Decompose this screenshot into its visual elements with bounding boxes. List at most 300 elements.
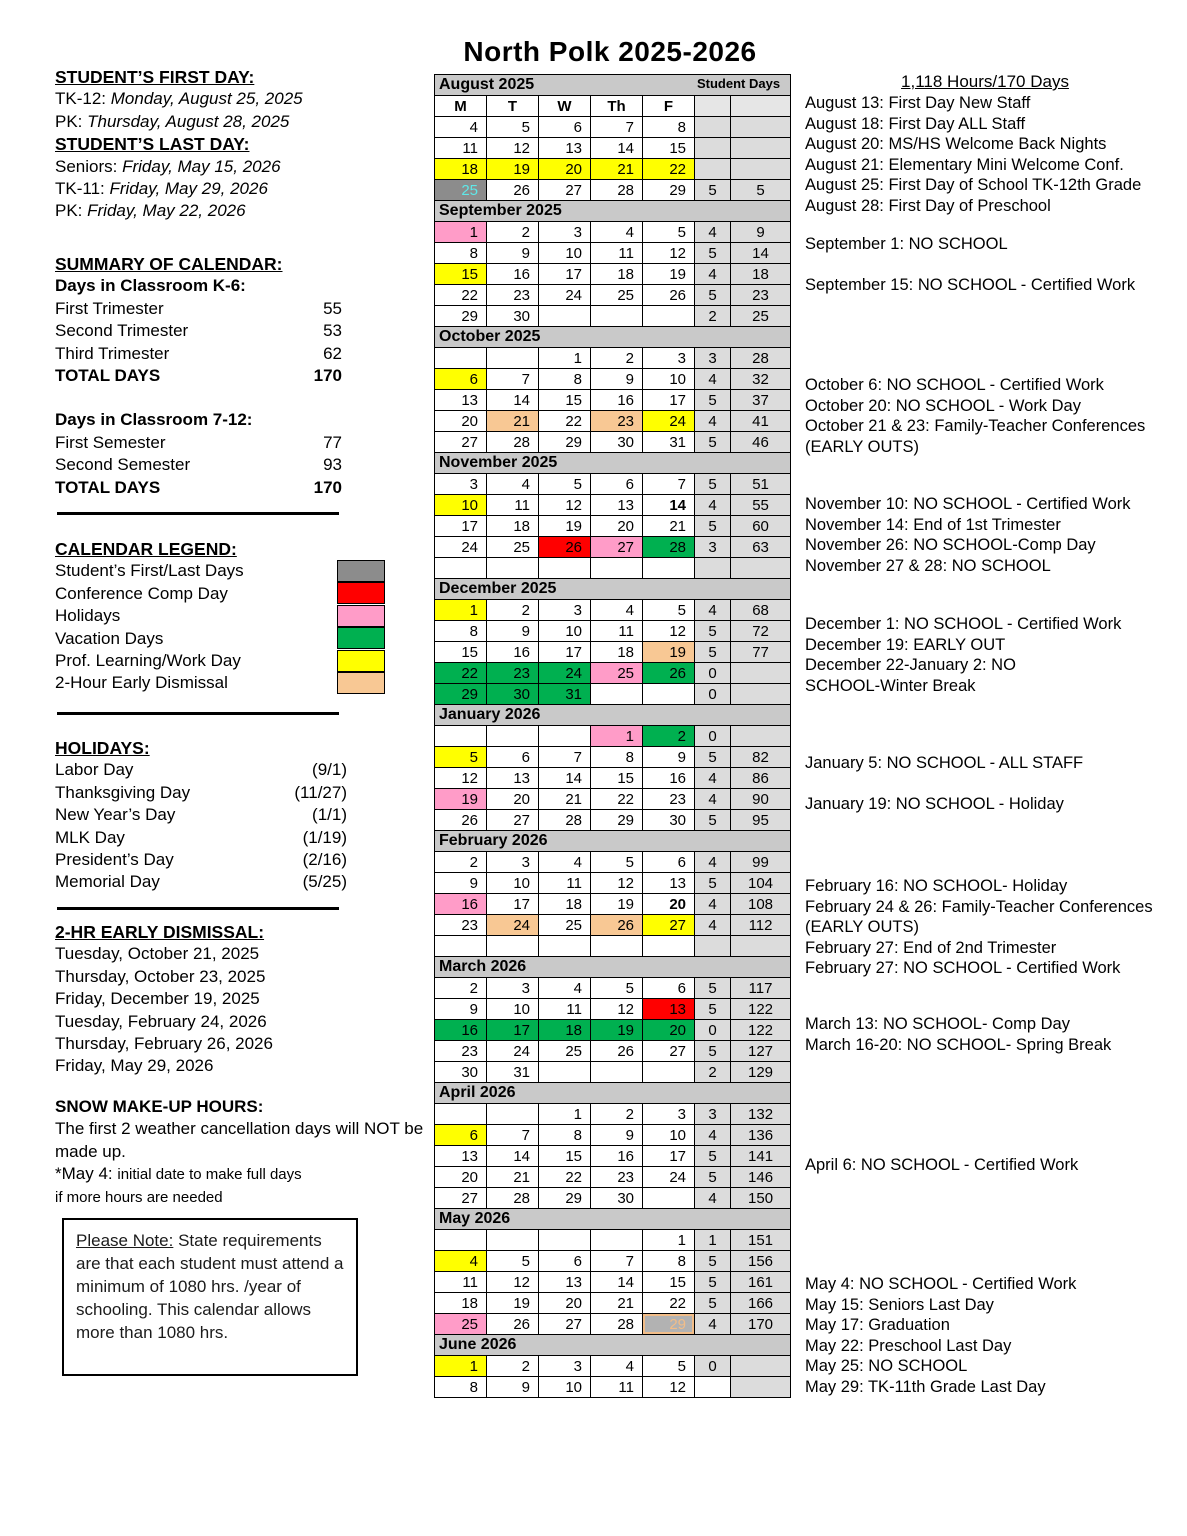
week-student-days-count	[695, 159, 731, 180]
cumulative-days-count: 14	[731, 243, 791, 264]
day-cell: 16	[643, 768, 695, 789]
note-label: Please Note:	[76, 1231, 174, 1250]
day-cell: 21	[591, 159, 643, 180]
holiday-name: MLK Day	[55, 827, 125, 847]
day-cell	[643, 1188, 695, 1209]
day-cell: 10	[643, 369, 695, 390]
day-cell	[435, 1104, 487, 1125]
date-value: Friday, May 15, 2026	[122, 156, 281, 176]
date-label: PK:	[55, 111, 88, 131]
legend-label: Conference Comp Day	[55, 583, 228, 603]
day-cell: 21	[487, 1167, 539, 1188]
week-row	[435, 411, 791, 432]
day-cell	[539, 726, 591, 747]
week-row	[435, 978, 791, 999]
cumulative-days-count: 170	[731, 1314, 791, 1335]
date-line	[55, 178, 447, 200]
week-student-days-count: 4	[695, 852, 731, 873]
cumulative-days-count: 141	[731, 1146, 791, 1167]
day-cell: 20	[487, 789, 539, 810]
spacer	[55, 387, 447, 409]
day-cell: 5	[487, 1251, 539, 1272]
holiday-row	[55, 804, 347, 826]
week-row	[435, 915, 791, 936]
cumulative-days-count	[731, 117, 791, 138]
day-cell: 26	[487, 180, 539, 201]
day-cell: 22	[591, 789, 643, 810]
month-name: October 2025	[435, 327, 791, 348]
day-cell	[487, 348, 539, 369]
month-notes	[805, 375, 1187, 457]
day-cell: 16	[591, 1146, 643, 1167]
week-row	[435, 1272, 791, 1293]
day-cell: 25	[487, 537, 539, 558]
weekday-header-row	[435, 96, 791, 117]
day-cell: 7	[487, 1125, 539, 1146]
week-row	[435, 852, 791, 873]
note-line: February 27: NO SCHOOL - Certified Work	[805, 959, 1121, 978]
month-header-row	[435, 1209, 791, 1230]
day-cell: 13	[487, 768, 539, 789]
day-cell: 20	[591, 516, 643, 537]
week-row	[435, 999, 791, 1020]
cumulative-days-count: 136	[731, 1125, 791, 1146]
week-student-days-count: 5	[695, 474, 731, 495]
month-table	[434, 956, 791, 1083]
early-dismissal-date: Thursday, February 26, 2026	[55, 1034, 273, 1054]
note-body: State requirements are that each student must attend a minimum of 1080 hrs. /year of schooling. This calendar allows more than 1080 hrs.	[76, 1231, 344, 1342]
month-header-row	[435, 327, 791, 348]
day-cell: 25	[435, 1314, 487, 1335]
first-day-lines	[55, 88, 447, 133]
summary-row-value: 53	[323, 321, 342, 341]
day-cell: 27	[643, 915, 695, 936]
note-line: November 26: NO SCHOOL-Comp Day	[805, 536, 1096, 555]
month-notes	[805, 876, 1187, 979]
summary-row-label: Second Trimester	[55, 321, 189, 341]
day-cell: 20	[539, 1293, 591, 1314]
day-cell	[435, 936, 487, 957]
early-dismissal-date: Tuesday, February 24, 2026	[55, 1011, 267, 1031]
day-cell: 22	[539, 1167, 591, 1188]
summary-row	[55, 298, 342, 320]
day-cell	[487, 726, 539, 747]
month-notes	[805, 614, 1187, 696]
month-header-row	[435, 1335, 791, 1356]
week-student-days-count: 4	[695, 1125, 731, 1146]
day-cell: 4	[435, 1251, 487, 1272]
week-student-days-count	[695, 558, 731, 579]
day-cell: 10	[539, 1377, 591, 1398]
weekday-label: Th	[591, 96, 643, 117]
day-cell: 9	[435, 873, 487, 894]
day-cell: 5	[487, 117, 539, 138]
cumulative-days-count: 5	[731, 180, 791, 201]
cumulative-days-count: 18	[731, 264, 791, 285]
note-line: May 4: NO SCHOOL - Certified Work	[805, 1275, 1077, 1293]
cumulative-days-count: 51	[731, 474, 791, 495]
summary-row-value: 170	[313, 477, 342, 497]
week-student-days-count: 0	[695, 726, 731, 747]
month-header-row	[435, 453, 791, 474]
week-row	[435, 474, 791, 495]
day-cell: 17	[539, 642, 591, 663]
early-dismissal-heading: 2-HR EARLY DISMISSAL:	[55, 922, 265, 942]
day-cell: 30	[591, 1188, 643, 1209]
day-cell: 10	[539, 243, 591, 264]
week-student-days-count: 0	[695, 1356, 731, 1377]
day-cell: 1	[435, 600, 487, 621]
students-last-day-heading: STUDENT’S LAST DAY:	[55, 134, 250, 155]
day-cell: 18	[435, 159, 487, 180]
cumulative-days-count	[731, 1377, 791, 1398]
holidays-section	[55, 737, 447, 894]
week-row	[435, 159, 791, 180]
weekday-blank	[695, 96, 731, 117]
day-cell: 18	[435, 1293, 487, 1314]
legend-item	[55, 650, 385, 672]
week-student-days-count: 5	[695, 180, 731, 201]
cumulative-days-count	[731, 726, 791, 747]
month-notes	[805, 93, 1187, 217]
holiday-row	[55, 759, 347, 781]
cumulative-days-count	[731, 1356, 791, 1377]
week-row	[435, 1020, 791, 1041]
note-line	[805, 774, 1187, 795]
week-row	[435, 1293, 791, 1314]
week-student-days-count	[695, 138, 731, 159]
day-cell	[487, 1104, 539, 1125]
day-cell: 4	[591, 1356, 643, 1377]
week-row	[435, 516, 791, 537]
summary-row-label: TOTAL DAYS	[55, 477, 161, 497]
week-student-days-count: 5	[695, 1272, 731, 1293]
summary-row	[55, 343, 342, 365]
legend-item	[55, 628, 385, 650]
day-cell: 5	[643, 1356, 695, 1377]
week-student-days-count: 5	[695, 873, 731, 894]
day-cell: 4	[591, 600, 643, 621]
day-cell: 25	[591, 285, 643, 306]
day-cell: 20	[643, 1020, 695, 1041]
day-cell: 30	[591, 432, 643, 453]
day-cell: 24	[643, 1167, 695, 1188]
week-row	[435, 642, 791, 663]
cumulative-days-count: 68	[731, 600, 791, 621]
week-row	[435, 621, 791, 642]
cumulative-days-count: 166	[731, 1293, 791, 1314]
month-table	[434, 1082, 791, 1209]
week-student-days-count: 5	[695, 747, 731, 768]
day-cell: 10	[435, 495, 487, 516]
week-row	[435, 663, 791, 684]
day-cell: 22	[643, 159, 695, 180]
cumulative-days-count: 151	[731, 1230, 791, 1251]
week-student-days-count: 5	[695, 642, 731, 663]
day-cell: 3	[539, 600, 591, 621]
week-row	[435, 600, 791, 621]
summary-row-label: Third Trimester	[55, 343, 170, 363]
day-cell: 2	[487, 222, 539, 243]
week-student-days-count: 2	[695, 306, 731, 327]
cumulative-days-count	[731, 138, 791, 159]
day-cell: 26	[591, 915, 643, 936]
note-line: November 14: End of 1st Trimester	[805, 515, 1061, 534]
day-cell: 19	[487, 1293, 539, 1314]
day-cell: 8	[435, 1377, 487, 1398]
day-cell: 19	[643, 642, 695, 663]
month-table	[434, 578, 791, 705]
day-cell: 10	[487, 999, 539, 1020]
cumulative-days-count: 129	[731, 1062, 791, 1083]
day-cell: 19	[591, 1020, 643, 1041]
day-cell: 24	[487, 1041, 539, 1062]
cumulative-days-count: 82	[731, 747, 791, 768]
day-cell: 5	[435, 747, 487, 768]
day-cell: 8	[539, 1125, 591, 1146]
day-cell: 4	[487, 474, 539, 495]
day-cell: 5	[643, 600, 695, 621]
week-student-days-count: 4	[695, 600, 731, 621]
day-cell: 27	[539, 180, 591, 201]
week-student-days-count: 5	[695, 390, 731, 411]
day-cell: 5	[539, 474, 591, 495]
early-dismissal-lines	[55, 943, 447, 1077]
date-label: TK-11:	[55, 179, 110, 199]
day-cell: 28	[591, 180, 643, 201]
week-student-days-count: 2	[695, 1062, 731, 1083]
day-cell: 8	[643, 1251, 695, 1272]
note-line: February 16: NO SCHOOL- Holiday	[805, 877, 1068, 895]
day-cell: 29	[643, 180, 695, 201]
cumulative-days-count: 122	[731, 999, 791, 1020]
holiday-name: Thanksgiving Day	[55, 782, 191, 802]
week-row	[435, 936, 791, 957]
snow-star-label: *May 4:	[55, 1164, 118, 1184]
day-cell: 1	[435, 1356, 487, 1377]
month-header-row	[435, 957, 791, 978]
note-line: February 24 & 26: Family-Teacher Conferences	[805, 897, 1153, 916]
cumulative-days-count	[731, 558, 791, 579]
note-line: (EARLY OUTS)	[805, 437, 919, 456]
day-cell: 11	[435, 1272, 487, 1293]
day-cell: 1	[539, 1104, 591, 1125]
day-cell: 6	[435, 1125, 487, 1146]
week-row	[435, 726, 791, 747]
day-cell: 2	[591, 348, 643, 369]
day-cell: 25	[539, 1041, 591, 1062]
day-cell: 11	[435, 138, 487, 159]
week-row	[435, 495, 791, 516]
day-cell: 27	[539, 1314, 591, 1335]
cumulative-days-count: 9	[731, 222, 791, 243]
cumulative-days-count: 108	[731, 894, 791, 915]
day-cell: 18	[539, 894, 591, 915]
day-cell: 21	[591, 1293, 643, 1314]
holiday-date: (11/27)	[294, 782, 347, 802]
day-cell	[643, 558, 695, 579]
month-header-row	[435, 75, 791, 96]
day-cell: 26	[435, 810, 487, 831]
day-cell: 13	[435, 390, 487, 411]
day-cell: 15	[643, 138, 695, 159]
date-label: Seniors:	[55, 156, 123, 176]
holiday-date: (5/25)	[302, 872, 347, 892]
note-line: April 6: NO SCHOOL - Certified Work	[805, 1156, 1079, 1174]
day-cell	[591, 306, 643, 327]
holiday-date: (1/1)	[312, 805, 347, 825]
note-line: November 10: NO SCHOOL - Certified Work	[805, 495, 1131, 513]
day-cell: 17	[487, 1020, 539, 1041]
day-cell: 2	[643, 726, 695, 747]
week-row	[435, 768, 791, 789]
day-cell: 6	[643, 852, 695, 873]
day-cell: 11	[539, 873, 591, 894]
day-cell: 7	[591, 1251, 643, 1272]
day-cell: 15	[435, 642, 487, 663]
day-cell: 10	[487, 873, 539, 894]
week-student-days-count: 4	[695, 411, 731, 432]
day-cell: 12	[487, 138, 539, 159]
cumulative-days-count: 46	[731, 432, 791, 453]
day-cell: 2	[487, 600, 539, 621]
section-divider	[57, 712, 339, 715]
note-line: SCHOOL-Winter Break	[805, 676, 976, 695]
week-student-days-count: 5	[695, 243, 731, 264]
day-cell: 4	[539, 978, 591, 999]
day-cell: 17	[539, 264, 591, 285]
weekday-label: F	[643, 96, 695, 117]
day-cell: 7	[487, 369, 539, 390]
cumulative-days-count: 132	[731, 1104, 791, 1125]
note-line: August 21: Elementary Mini Welcome Conf.	[805, 155, 1124, 174]
day-cell: 3	[487, 978, 539, 999]
week-row	[435, 264, 791, 285]
week-student-days-count: 0	[695, 1020, 731, 1041]
day-cell: 20	[539, 159, 591, 180]
cumulative-days-count: 161	[731, 1272, 791, 1293]
month-header-row	[435, 831, 791, 852]
day-cell: 22	[643, 1293, 695, 1314]
day-cell: 9	[487, 1377, 539, 1398]
week-row	[435, 684, 791, 705]
day-cell: 4	[591, 222, 643, 243]
day-cell: 5	[591, 852, 643, 873]
day-cell: 18	[487, 516, 539, 537]
week-row	[435, 1251, 791, 1272]
day-cell: 23	[435, 915, 487, 936]
week-student-days-count: 4	[695, 369, 731, 390]
cumulative-days-count: 90	[731, 789, 791, 810]
day-cell: 9	[591, 1125, 643, 1146]
day-cell: 27	[591, 537, 643, 558]
early-dismissal-date: Friday, May 29, 2026	[55, 1056, 214, 1076]
week-student-days-count: 0	[695, 684, 731, 705]
month-notes	[805, 234, 1187, 296]
week-student-days-count: 4	[695, 789, 731, 810]
early-dismissal-date: Tuesday, October 21, 2025	[55, 944, 260, 964]
day-cell: 3	[487, 852, 539, 873]
day-cell: 1	[435, 222, 487, 243]
day-cell: 12	[643, 243, 695, 264]
date-value: Friday, May 22, 2026	[87, 201, 246, 221]
note-line: May 15: Seniors Last Day	[805, 1295, 994, 1314]
month-notes	[805, 1155, 1187, 1176]
day-cell: 8	[435, 243, 487, 264]
weekday-label: W	[539, 96, 591, 117]
day-cell: 14	[539, 768, 591, 789]
day-cell	[435, 1230, 487, 1251]
week-student-days-count: 5	[695, 810, 731, 831]
day-cell: 3	[643, 1104, 695, 1125]
day-cell: 9	[643, 747, 695, 768]
day-cell: 25	[591, 663, 643, 684]
day-cell: 26	[539, 537, 591, 558]
calendar-grid	[434, 75, 790, 1398]
day-cell	[539, 1230, 591, 1251]
week-student-days-count: 4	[695, 1314, 731, 1335]
week-row	[435, 348, 791, 369]
day-cell: 27	[435, 432, 487, 453]
week-row	[435, 537, 791, 558]
day-cell: 14	[643, 495, 695, 516]
month-name: February 2026	[435, 831, 791, 852]
day-cell: 26	[643, 663, 695, 684]
hours-days-title: 1,118 Hours/170 Days	[901, 72, 1069, 91]
month-table	[434, 1208, 791, 1335]
day-cell: 15	[539, 390, 591, 411]
legend-swatch	[337, 582, 385, 604]
day-cell	[539, 1062, 591, 1083]
month-table	[434, 704, 791, 831]
day-cell	[539, 558, 591, 579]
day-cell: 2	[591, 1104, 643, 1125]
holiday-date: (9/1)	[312, 760, 347, 780]
week-row	[435, 1125, 791, 1146]
holiday-row	[55, 849, 347, 871]
day-cell: 8	[435, 621, 487, 642]
cumulative-days-count: 156	[731, 1251, 791, 1272]
month-table	[434, 200, 791, 327]
day-cell: 1	[539, 348, 591, 369]
holiday-rows	[55, 759, 447, 893]
cumulative-days-count: 122	[731, 1020, 791, 1041]
day-cell: 28	[539, 810, 591, 831]
month-notes	[805, 494, 1187, 576]
day-cell: 27	[643, 1041, 695, 1062]
day-cell: 20	[435, 1167, 487, 1188]
holiday-date: (1/19)	[302, 827, 347, 847]
summary-groups	[55, 275, 447, 499]
snow-makeup-section	[55, 1096, 447, 1209]
month-name: November 2025	[435, 453, 791, 474]
day-cell: 16	[487, 264, 539, 285]
month-name: March 2026	[435, 957, 791, 978]
date-value: Thursday, August 28, 2025	[87, 111, 290, 131]
legend-swatch	[337, 605, 385, 627]
note-line: May 25: NO SCHOOL	[805, 1357, 968, 1376]
note-line: August 18: First Day ALL Staff	[805, 114, 1026, 133]
legend-label: 2-Hour Early Dismissal	[55, 673, 228, 693]
cumulative-days-count: 104	[731, 873, 791, 894]
cumulative-days-count	[731, 159, 791, 180]
month-name: January 2026	[435, 705, 791, 726]
day-cell: 15	[435, 264, 487, 285]
week-row	[435, 1041, 791, 1062]
note-line: February 27: End of 2nd Trimester	[805, 938, 1057, 957]
summary-row-label: Second Semester	[55, 455, 191, 475]
cumulative-days-count: 77	[731, 642, 791, 663]
